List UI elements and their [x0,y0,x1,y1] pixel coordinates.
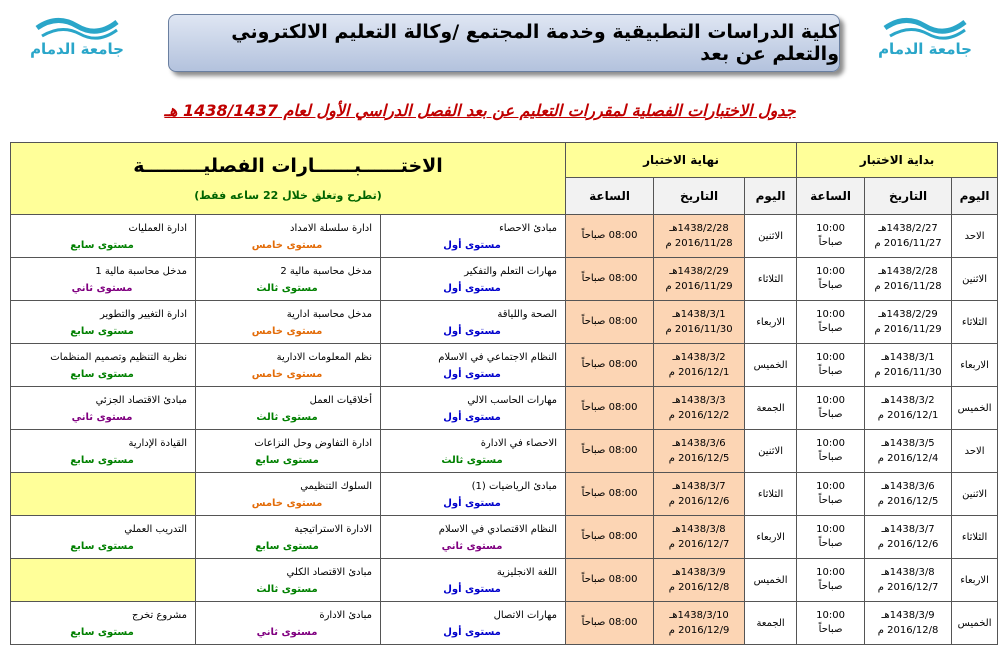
course-cell [381,516,566,559]
course-name: مشروع تخرج [132,610,188,621]
start-time-ampm: صباحاً [818,452,843,463]
start-time-value: 10:00 [816,610,845,621]
exams-title: الاختــــــبــــــارات الفصليـــــــــة [133,155,443,177]
end-date-gregorian: 2016/12/1 م [668,367,730,378]
start-time-ampm: صباحاً [818,366,843,377]
end-day: الخميس [745,559,797,602]
course-level: مستوى أول [443,369,501,380]
course-cell [381,387,566,430]
start-time [797,602,865,645]
start-date-hijri: 1438/3/9هـ [881,610,935,621]
start-date-gregorian: 2016/12/8 م [877,625,939,636]
course-cell [381,258,566,301]
course-level: مستوى ثالث [441,455,503,466]
start-date-gregorian: 2016/12/1 م [877,410,939,421]
course-name: مدخل محاسبة ادارية [286,309,373,320]
end-date-gregorian: 2016/11/28 م [665,238,733,249]
course-level: مستوى سابع [70,326,134,337]
start-date-hijri: 1438/3/6هـ [881,481,935,492]
start-date-hijri: 1438/3/1هـ [881,352,935,363]
end-time: 08:00 صباحاً [566,473,654,516]
course-cell [196,344,381,387]
table-row [11,516,998,559]
end-day-header: اليوم [745,178,797,215]
exam-schedule-table [10,142,998,645]
course-level: مستوى خامس [251,240,323,251]
start-date-gregorian: 2016/11/29 م [874,324,942,335]
end-day: الاربعاء [745,301,797,344]
start-date-gregorian: 2016/12/5 م [877,496,939,507]
start-time-ampm: صباحاً [818,409,843,420]
start-day: الثلاثاء [952,516,998,559]
course-cell [11,215,196,258]
course-level: مستوى أول [443,240,501,251]
end-time: 08:00 صباحاً [566,258,654,301]
table-row [11,602,998,645]
end-day: الاثنين [745,215,797,258]
start-time-value: 10:00 [816,524,845,535]
course-cell [196,602,381,645]
course-name: الاحصاء في الادارة [480,438,558,449]
course-cell [11,516,196,559]
course-cell [381,473,566,516]
course-name: مهارات الحاسب الالي [467,395,558,406]
end-date [654,344,745,387]
course-name: نظرية التنظيم وتصميم المنظمات [50,352,188,363]
course-cell [11,258,196,301]
start-day: الخميس [952,387,998,430]
start-time [797,258,865,301]
start-day: الثلاثاء [952,301,998,344]
logo-text: جامعة الدمام [878,40,972,58]
start-date-gregorian: 2016/12/4 م [877,453,939,464]
course-level: مستوى ثاني [71,283,133,294]
table-row [11,473,998,516]
table-row [11,387,998,430]
start-day: الاربعاء [952,344,998,387]
course-level: مستوى ثالث [256,283,318,294]
course-name: التدريب العملي [124,524,188,535]
course-cell [196,258,381,301]
end-date-header: التاريخ [654,178,745,215]
course-name: ادارة التغيير والتطوير [100,309,188,320]
start-time-value: 10:00 [816,395,845,406]
table-row [11,430,998,473]
start-time-ampm: صباحاً [818,581,843,592]
course-name: النظام الاجتماعي في الاسلام [438,352,558,363]
end-date-hijri: 1438/3/10هـ [669,610,729,621]
start-date [865,301,952,344]
course-cell [11,602,196,645]
end-date-hijri: 1438/3/8هـ [672,524,726,535]
course-level: مستوى سابع [255,541,319,552]
course-level: مستوى ثاني [256,627,318,638]
start-day: الاثنين [952,258,998,301]
course-level: مستوى خامس [251,369,323,380]
course-level: مستوى سابع [70,369,134,380]
course-cell [196,559,381,602]
exams-note: (تطرح وتغلق خلال 22 ساعه فقط) [194,189,382,202]
end-day: الثلاثاء [745,258,797,301]
university-logo-left [12,14,142,66]
course-cell [196,430,381,473]
course-name: أخلاقيات العمل [309,395,373,406]
schedule-subtitle: جدول الاختبارات الفصلية لمقررات التعليم عن بعد الفصل الدراسي الأول لعام 1438/1437 هـ [164,101,796,120]
course-cell [196,516,381,559]
end-date [654,473,745,516]
start-header: بداية الاختبار [797,143,998,178]
start-time-ampm: صباحاً [818,538,843,549]
course-name: مبادئ الاقتصاد الكلي [286,567,373,578]
end-date [654,516,745,559]
start-day-header: اليوم [952,178,998,215]
end-date-hijri: 1438/2/28هـ [669,223,729,234]
start-date-gregorian: 2016/12/7 م [877,582,939,593]
course-name: مبادئ الاحصاء [499,223,558,234]
course-name: مدخل محاسبة مالية 2 [280,266,373,277]
end-date [654,215,745,258]
start-date-header: التاريخ [865,178,952,215]
course-level: مستوى أول [443,412,501,423]
start-date [865,516,952,559]
course-name: ادارة العمليات [128,223,188,234]
table-row [11,215,998,258]
course-cell [381,559,566,602]
course-level: مستوى سابع [70,627,134,638]
course-level: مستوى ثالث [256,584,318,595]
table-row [11,301,998,344]
end-day: الجمعة [745,602,797,645]
end-date-gregorian: 2016/12/6 م [668,496,730,507]
end-day: الاثنين [745,430,797,473]
end-time: 08:00 صباحاً [566,430,654,473]
start-date-hijri: 1438/3/5هـ [881,438,935,449]
end-date [654,301,745,344]
start-day: الاثنين [952,473,998,516]
table-row [11,559,998,602]
end-date-gregorian: 2016/11/29 م [665,281,733,292]
start-date-gregorian: 2016/12/6 م [877,539,939,550]
course-cell [381,430,566,473]
start-day: الخميس [952,602,998,645]
start-time-value: 10:00 [816,309,845,320]
course-cell [381,301,566,344]
end-date [654,602,745,645]
course-level: مستوى ثاني [71,412,133,423]
start-date [865,258,952,301]
end-time: 08:00 صباحاً [566,301,654,344]
course-name: مهارات التعلم والتفكير [464,266,558,277]
end-date-hijri: 1438/3/1هـ [672,309,726,320]
course-name: ادارة سلسلة الامداد [289,223,373,234]
course-level: مستوى أول [443,584,501,595]
end-date-hijri: 1438/3/3هـ [672,395,726,406]
start-time [797,516,865,559]
start-time-value: 10:00 [816,438,845,449]
start-time-ampm: صباحاً [818,624,843,635]
course-level: مستوى أول [443,627,501,638]
end-date-hijri: 1438/3/2هـ [672,352,726,363]
course-cell [381,602,566,645]
start-day: الاربعاء [952,559,998,602]
start-date-hijri: 1438/2/28هـ [878,266,938,277]
end-day: الاربعاء [745,516,797,559]
end-time: 08:00 صباحاً [566,559,654,602]
start-date [865,602,952,645]
start-date [865,430,952,473]
course-level: مستوى أول [443,326,501,337]
university-logo-right [860,14,990,66]
end-date-hijri: 1438/3/9هـ [672,567,726,578]
start-date-hijri: 1438/2/29هـ [878,309,938,320]
course-level: مستوى أول [443,283,501,294]
start-date-gregorian: 2016/11/27 م [874,238,942,249]
start-date-hijri: 1438/3/8هـ [881,567,935,578]
start-time [797,387,865,430]
course-level: مستوى أول [443,498,501,509]
start-date-gregorian: 2016/11/30 م [874,367,942,378]
table-row [11,258,998,301]
end-date-gregorian: 2016/12/5 م [668,453,730,464]
course-level: مستوى خامس [251,326,323,337]
end-date-hijri: 1438/2/29هـ [669,266,729,277]
end-date-gregorian: 2016/12/2 م [668,410,730,421]
start-time-value: 10:00 [816,266,845,277]
course-cell [11,559,196,602]
course-name: القيادة الإدارية [128,438,188,449]
logo-text: جامعة الدمام [30,40,124,58]
start-time-header: الساعة [797,178,865,215]
exams-header [11,143,566,215]
start-time-ampm: صباحاً [818,495,843,506]
start-time [797,301,865,344]
start-date-hijri: 1438/2/27هـ [878,223,938,234]
start-time-value: 10:00 [816,481,845,492]
course-name: مهارات الاتصال [493,610,558,621]
course-cell [11,344,196,387]
course-name: الادارة الاستراتيجية [294,524,373,535]
course-name: النظام الاقتصادي في الاسلام [438,524,558,535]
course-cell [381,344,566,387]
course-name: الصحة واللياقة [497,309,558,320]
course-name: السلوك التنظيمي [300,481,373,492]
start-time [797,344,865,387]
end-date-gregorian: 2016/12/9 م [668,625,730,636]
course-name: اللغة الانجليزية [496,567,558,578]
end-date [654,430,745,473]
end-time: 08:00 صباحاً [566,602,654,645]
college-banner: كلية الدراسات التطبيقية وخدمة المجتمع /وكالة التعليم الالكتروني والتعلم عن بعد [168,14,840,72]
start-date-hijri: 1438/3/2هـ [881,395,935,406]
end-date-gregorian: 2016/11/30 م [665,324,733,335]
course-cell [11,387,196,430]
start-date [865,559,952,602]
course-name: ادارة التفاوض وحل النزاعات [254,438,373,449]
end-time: 08:00 صباحاً [566,516,654,559]
start-time-value: 10:00 [816,567,845,578]
start-time [797,215,865,258]
course-name: مبادئ الرياضيات (1) [471,481,558,492]
start-time [797,559,865,602]
end-date-hijri: 1438/3/7هـ [672,481,726,492]
end-date [654,258,745,301]
start-time-ampm: صباحاً [818,323,843,334]
start-date-hijri: 1438/3/7هـ [881,524,935,535]
end-date [654,559,745,602]
end-header: نهاية الاختبار [566,143,797,178]
start-time-ampm: صباحاً [818,280,843,291]
start-day: الاحد [952,215,998,258]
course-cell [11,430,196,473]
start-date [865,344,952,387]
course-cell [381,215,566,258]
course-cell [196,215,381,258]
course-level: مستوى سابع [70,240,134,251]
start-date [865,473,952,516]
course-cell [196,387,381,430]
start-time [797,473,865,516]
end-time: 08:00 صباحاً [566,387,654,430]
exams-note-text: تطرح وتغلق خلال 22 ساعه فقط [199,189,377,202]
start-date [865,215,952,258]
course-name: مبادئ الاقتصاد الجزئي [95,395,188,406]
end-time: 08:00 صباحاً [566,344,654,387]
end-day: الثلاثاء [745,473,797,516]
end-time: 08:00 صباحاً [566,215,654,258]
start-time-value: 10:00 [816,352,845,363]
course-level: مستوى ثالث [256,412,318,423]
course-level: مستوى سابع [70,541,134,552]
start-date-gregorian: 2016/11/28 م [874,281,942,292]
course-level: مستوى سابع [255,455,319,466]
course-level: مستوى سابع [70,455,134,466]
course-name: نظم المعلومات الادارية [276,352,373,363]
end-time-header: الساعة [566,178,654,215]
course-level: مستوى ثاني [441,541,503,552]
table-row [11,344,998,387]
start-time-ampm: صباحاً [818,237,843,248]
course-level: مستوى خامس [251,498,323,509]
end-date-gregorian: 2016/12/7 م [668,539,730,550]
start-time-value: 10:00 [816,223,845,234]
course-name: مدخل محاسبة مالية 1 [95,266,188,277]
course-cell [196,301,381,344]
start-time [797,430,865,473]
end-date [654,387,745,430]
start-date [865,387,952,430]
course-cell [11,301,196,344]
course-cell [196,473,381,516]
end-day: الخميس [745,344,797,387]
end-date-gregorian: 2016/12/8 م [668,582,730,593]
course-name: مبادئ الادارة [319,610,373,621]
course-cell [11,473,196,516]
end-date-hijri: 1438/3/6هـ [672,438,726,449]
start-day: الاحد [952,430,998,473]
end-day: الجمعة [745,387,797,430]
